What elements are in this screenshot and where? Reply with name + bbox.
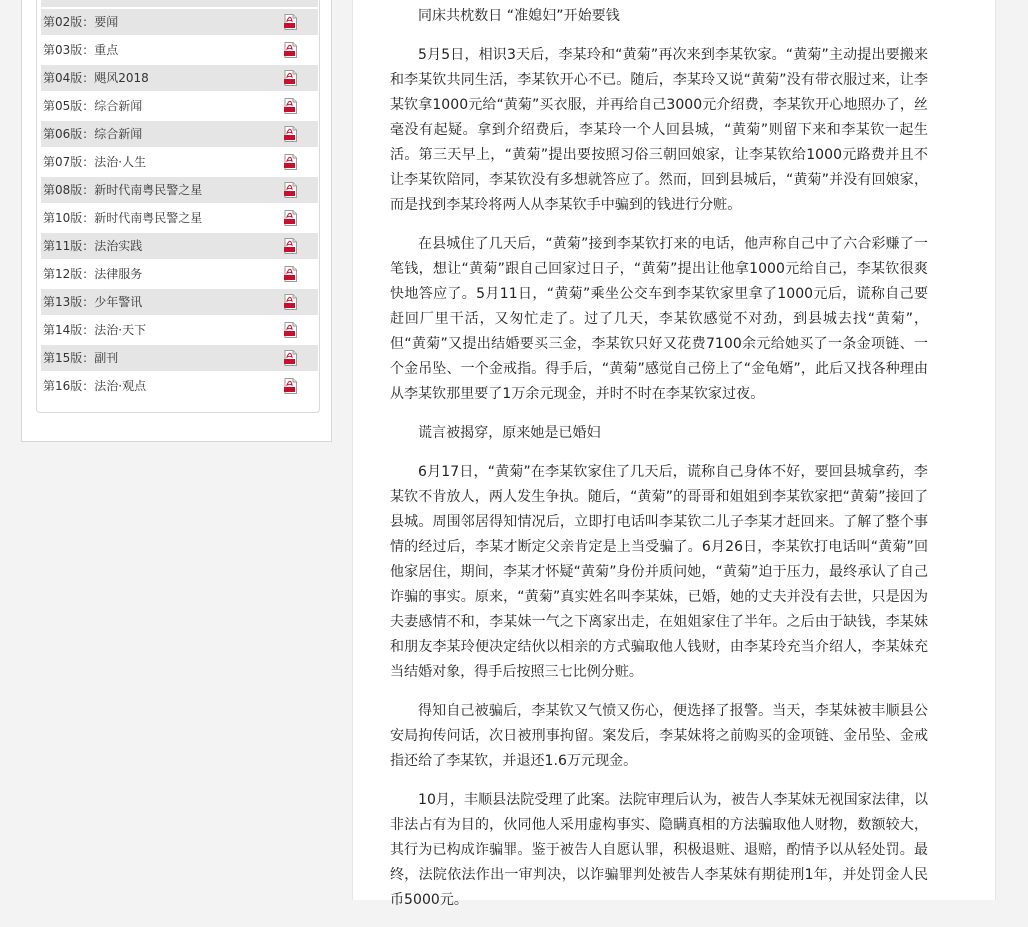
pdf-file-icon[interactable] <box>284 238 297 254</box>
edition-item[interactable] <box>41 0 318 9</box>
article-paragraph: 10月，丰顺县法院受理了此案。法院审理后认为，被告人李某妹无视国家法律，以非法占有为目的，伙同他人采用虚构事实、隐瞒真相的方法骗取他人财物，数额较大，其行为已构成诈骗罪。鉴于被告人自愿认罪，积极退赃、退赔，酌情予以从轻处罚。最终，法院依法作出一审判决，以诈骗罪判处被告人李某妹有期徒刑1年，并处罚金人民币5000元。 <box>390 792 928 908</box>
pdf-file-icon[interactable] <box>284 350 297 366</box>
pdf-file-icon[interactable] <box>284 14 297 30</box>
edition-item[interactable] <box>41 37 318 65</box>
pdf-file-icon[interactable] <box>284 322 297 338</box>
edition-item[interactable] <box>41 93 318 121</box>
edition-label[interactable]: 第11版：法治实践 <box>43 239 143 253</box>
pdf-file-icon[interactable] <box>284 42 297 58</box>
edition-item[interactable] <box>41 373 318 401</box>
edition-item[interactable] <box>41 9 318 37</box>
edition-label[interactable]: 第13版：少年警讯 <box>43 295 143 309</box>
pdf-file-icon[interactable] <box>284 154 297 170</box>
pdf-file-icon[interactable] <box>284 210 297 226</box>
edition-label[interactable]: 第03版：重点 <box>43 43 119 57</box>
article-body <box>390 4 928 927</box>
edition-list <box>41 0 318 401</box>
edition-label[interactable]: 第16版：法治·观点 <box>43 379 147 393</box>
edition-item[interactable] <box>41 289 318 317</box>
edition-label[interactable]: 第02版：要闻 <box>43 15 119 29</box>
pdf-file-icon[interactable] <box>284 266 297 282</box>
article-panel <box>352 0 996 908</box>
edition-label[interactable]: 第14版：法治·天下 <box>43 323 147 337</box>
edition-sidebar <box>21 0 332 442</box>
pdf-file-icon[interactable] <box>284 182 297 198</box>
edition-item[interactable] <box>41 345 318 373</box>
article-paragraph: 6月17日，“黄菊”在李某钦家住了几天后，谎称自己身体不好，要回县城拿药，李某钦不肯放人，两人发生争执。随后，“黄菊”的哥哥和姐姐到李某钦家把“黄菊”接回了县城。周围邻居得知情况后，立即打电话叫李某钦二儿子李某才赶回来。了解了整个事情的经过后，李某才断定父亲肯定是上当受骗了。6月26日，李某钦打电话叫“黄菊”回他家居住，期间，李某才怀疑“黄菊”身份并质问她，“黄菊”迫于压力，最终承认了自己诈骗的事实。原来，“黄菊”真实姓名叫李某妹，已婚，她的丈夫并没有去世，只是因为夫妻感情不和，李某妹一气之下离家出走，在姐姐家住了半年。之后由于缺钱，李某妹和朋友李某玲便决定结伙以相亲的方式骗取他人钱财，由李某玲充当介绍人，李某妹充当结婚对象，得手后按照三七比例分赃。 <box>390 464 928 680</box>
edition-label[interactable]: 第08版：新时代南粤民警之星 <box>43 183 203 197</box>
article-subhead: 谎言被揭穿，原来她是已婚妇 <box>418 425 601 441</box>
edition-item[interactable] <box>41 149 318 177</box>
edition-label[interactable]: 第04版：飓风2018 <box>43 71 149 85</box>
edition-item[interactable] <box>41 121 318 149</box>
edition-label[interactable]: 第10版：新时代南粤民警之星 <box>43 211 203 225</box>
edition-item[interactable] <box>41 205 318 233</box>
pdf-file-icon[interactable] <box>284 378 297 394</box>
edition-label[interactable]: 第07版：法治·人生 <box>43 155 147 169</box>
pdf-file-icon[interactable] <box>284 126 297 142</box>
edition-label[interactable]: 第12版：法律服务 <box>43 267 143 281</box>
article-paragraph: 5月5日，相识3天后，李某玲和“黄菊”再次来到李某钦家。“黄菊”主动提出要搬来和李某钦共同生活，李某钦开心不已。随后，李某玲又说“黄菊”没有带衣服过来，让李某钦拿1000元给“黄菊”买衣服，并再给自己3000元介绍费，李某钦开心地照办了，丝毫没有起疑。拿到介绍费后，李某玲一个人回县城，“黄菊”则留下来和李某钦一起生活。第三天早上，“黄菊”提出要按照习俗三朝回娘家，让李某钦给1000元路费并且不让李某钦陪同，李某钦没有多想就答应了。然而，回到县城后，“黄菊”并没有回娘家，而是找到李某玲将两人从李某钦手中骗到的钱进行分赃。 <box>390 47 928 213</box>
pdf-file-icon[interactable] <box>284 70 297 86</box>
edition-item[interactable] <box>41 177 318 205</box>
edition-item[interactable] <box>41 317 318 345</box>
edition-list-box <box>36 0 320 413</box>
edition-label[interactable]: 第05版：综合新闻 <box>43 99 143 113</box>
edition-label[interactable]: 第06版：综合新闻 <box>43 127 143 141</box>
article-paragraph: 在县城住了几天后，“黄菊”接到李某钦打来的电话，他声称自己中了六合彩赚了一笔钱，想让“黄菊”跟自己回家过日子，“黄菊”提出让他拿1000元给自己，李某钦很爽快地答应了。5月11日，“黄菊”乘坐公交车到李某钦家里拿了1000元后，谎称自己要赶回厂里干活，又匆忙走了。过了几天，李某钦感觉不对劲，到县城去找“黄菊”，但“黄菊”又提出结婚要买三金，李某钦只好又花费7100余元给她买了一条金项链、一个金吊坠、一个金戒指。得手后，“黄菊”感觉自己傍上了“金龟婿”，此后又找各种理由从李某钦那里要了1万余元现金，并时不时在李某钦家过夜。 <box>390 236 928 402</box>
article-subhead: 同床共枕数日 “准媳妇”开始要钱 <box>418 8 620 24</box>
edition-item[interactable] <box>41 233 318 261</box>
pdf-file-icon[interactable] <box>284 98 297 114</box>
edition-item[interactable] <box>41 65 318 93</box>
article-paragraph: 得知自己被骗后，李某钦又气愤又伤心，便选择了报警。当天，李某妹被丰顺县公安局拘传问话，次日被刑事拘留。案发后，李某妹将之前购买的金项链、金吊坠、金戒指还给了李某钦，并退还1.6万元现金。 <box>390 703 928 769</box>
edition-item[interactable] <box>41 261 318 289</box>
edition-label[interactable]: 第15版：副刊 <box>43 351 119 365</box>
pdf-file-icon[interactable] <box>284 294 297 310</box>
